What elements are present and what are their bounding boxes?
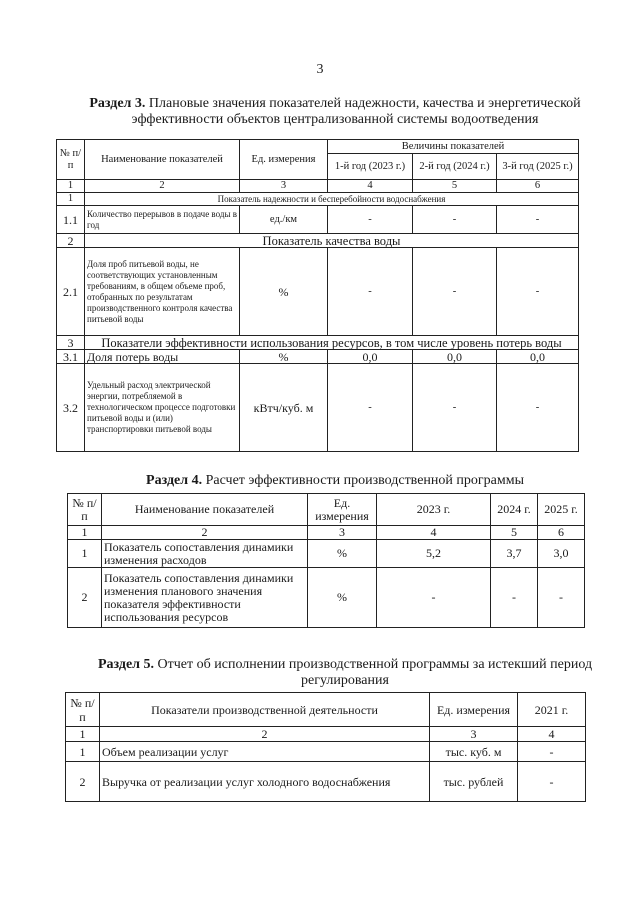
- table-row: [68, 540, 585, 568]
- table-row: [57, 206, 579, 234]
- row-value: -: [518, 762, 586, 802]
- colnum: 3: [430, 727, 518, 742]
- header-unit: Ед. измерения: [308, 494, 377, 526]
- column-numbers-row: [68, 526, 585, 540]
- row-value: 0,0: [413, 350, 497, 364]
- row-unit: %: [308, 540, 377, 568]
- header-unit: Ед. измерения: [240, 140, 328, 180]
- header-year2: 2-й год (2024 г.): [413, 154, 497, 180]
- group-row: [57, 234, 579, 248]
- colnum: 1: [68, 526, 102, 540]
- colnum: 4: [518, 727, 586, 742]
- row-name: Выручка от реализации услуг холодного водоснабжения: [100, 762, 430, 802]
- row-value: 0,0: [328, 350, 413, 364]
- row-num: 1.1: [57, 206, 85, 234]
- table-row: [57, 364, 579, 452]
- section4-title-bold: Раздел 4.: [146, 473, 203, 488]
- group-row: [57, 336, 579, 350]
- header-num: № п/п: [68, 494, 102, 526]
- group-num: 1: [57, 193, 85, 206]
- colnum: 5: [413, 180, 497, 193]
- table-row: [66, 762, 586, 802]
- row-num: 1: [68, 540, 102, 568]
- colnum: 6: [497, 180, 579, 193]
- group-num: 2: [57, 234, 85, 248]
- row-num: 3.2: [57, 364, 85, 452]
- row-num: 1: [66, 742, 100, 762]
- row-num: 2: [68, 568, 102, 628]
- colnum: 3: [240, 180, 328, 193]
- row-num: 3.1: [57, 350, 85, 364]
- colnum: 2: [100, 727, 430, 742]
- row-unit: кВтч/куб. м: [240, 364, 328, 452]
- row-value: -: [328, 248, 413, 336]
- row-value: -: [538, 568, 585, 628]
- header-name: Наименование показателей: [85, 140, 240, 180]
- section3-title-text: Плановые значения показателей надежности, качества и энергетической эффективности объектов централизованной системы водоотведения: [131, 96, 581, 127]
- colnum: 2: [102, 526, 308, 540]
- section5-heading: [95, 657, 595, 689]
- header-num: № п/п: [57, 140, 85, 180]
- row-unit: %: [240, 248, 328, 336]
- row-value: -: [328, 206, 413, 234]
- table-header-row: [68, 494, 585, 526]
- row-value: -: [491, 568, 538, 628]
- row-value: 3,7: [491, 540, 538, 568]
- row-name: Показатель сопоставления динамики изменения расходов: [102, 540, 308, 568]
- header-year1: 1-й год (2023 г.): [328, 154, 413, 180]
- row-name: Доля потерь воды: [85, 350, 240, 364]
- row-unit: %: [240, 350, 328, 364]
- group-row: [57, 193, 579, 206]
- row-unit: ед./км: [240, 206, 328, 234]
- row-num: 2: [66, 762, 100, 802]
- table-row: [68, 568, 585, 628]
- section5-table: [65, 692, 586, 802]
- colnum: 2: [85, 180, 240, 193]
- row-value: -: [413, 248, 497, 336]
- group-num: 3: [57, 336, 85, 350]
- row-name: Доля проб питьевой воды, не соответствующих установленным требованиям, в общем объеме проб, отобранных по результатам производственного контроля качества питьевой воды: [85, 248, 240, 336]
- section5-title-bold: Раздел 5.: [97, 657, 155, 672]
- row-value: 3,0: [538, 540, 585, 568]
- row-value: -: [377, 568, 491, 628]
- row-value: 0,0: [497, 350, 579, 364]
- colnum: 1: [66, 727, 100, 742]
- column-numbers-row: [66, 727, 586, 742]
- row-unit: тыс. рублей: [430, 762, 518, 802]
- colnum: 4: [328, 180, 413, 193]
- row-value: -: [497, 206, 579, 234]
- table-header-row: [66, 693, 586, 727]
- row-value: 5,2: [377, 540, 491, 568]
- colnum: 3: [308, 526, 377, 540]
- row-value: -: [413, 206, 497, 234]
- row-value: -: [497, 364, 579, 452]
- section4-title-text: Расчет эффективности производственной программы: [202, 473, 524, 488]
- row-num: 2.1: [57, 248, 85, 336]
- table-header-row: [57, 140, 579, 154]
- header-year3: 3-й год (2025 г.): [497, 154, 579, 180]
- group-title: Показатель надежности и бесперебойности водоснабжения: [85, 193, 579, 206]
- header-year1: 2023 г.: [377, 494, 491, 526]
- header-name: Показатели производственной деятельности: [100, 693, 430, 727]
- section3-title-bold: Раздел 3.: [89, 96, 146, 111]
- colnum: 5: [491, 526, 538, 540]
- table-row: [57, 248, 579, 336]
- header-values: Величины показателей: [328, 140, 579, 154]
- table-row: [57, 350, 579, 364]
- table-row: [66, 742, 586, 762]
- section3-heading: [70, 96, 600, 128]
- section4-table: [67, 493, 585, 628]
- colnum: 4: [377, 526, 491, 540]
- header-num: № п/п: [66, 693, 100, 727]
- row-name: Показатель сопоставления динамики изменения планового значения показателя эффективности использования ресурсов: [102, 568, 308, 628]
- row-value: -: [497, 248, 579, 336]
- section3-table: [56, 139, 579, 452]
- group-title: Показатель качества воды: [85, 234, 579, 248]
- row-value: -: [518, 742, 586, 762]
- section5-title-text: Отчет об исполнении производственной программы за истекший период регулирования: [154, 657, 593, 688]
- page-number: 3: [316, 62, 324, 77]
- column-numbers-row: [57, 180, 579, 193]
- section4-heading: [70, 473, 600, 489]
- row-name: Удельный расход электрической энергии, потребляемой в технологическом процессе подготовки питьевой воды и (или) транспортировки питьевой воды: [85, 364, 240, 452]
- row-name: Количество перерывов в подаче воды в год: [85, 206, 240, 234]
- row-value: -: [328, 364, 413, 452]
- group-title: Показатели эффективности использования ресурсов, в том числе уровень потерь воды: [85, 336, 579, 350]
- row-name: Объем реализации услуг: [100, 742, 430, 762]
- header-year2: 2024 г.: [491, 494, 538, 526]
- header-year: 2021 г.: [518, 693, 586, 727]
- header-year3: 2025 г.: [538, 494, 585, 526]
- colnum: 1: [57, 180, 85, 193]
- header-unit: Ед. измерения: [430, 693, 518, 727]
- row-unit: тыс. куб. м: [430, 742, 518, 762]
- row-unit: %: [308, 568, 377, 628]
- row-value: -: [413, 364, 497, 452]
- colnum: 6: [538, 526, 585, 540]
- header-name: Наименование показателей: [102, 494, 308, 526]
